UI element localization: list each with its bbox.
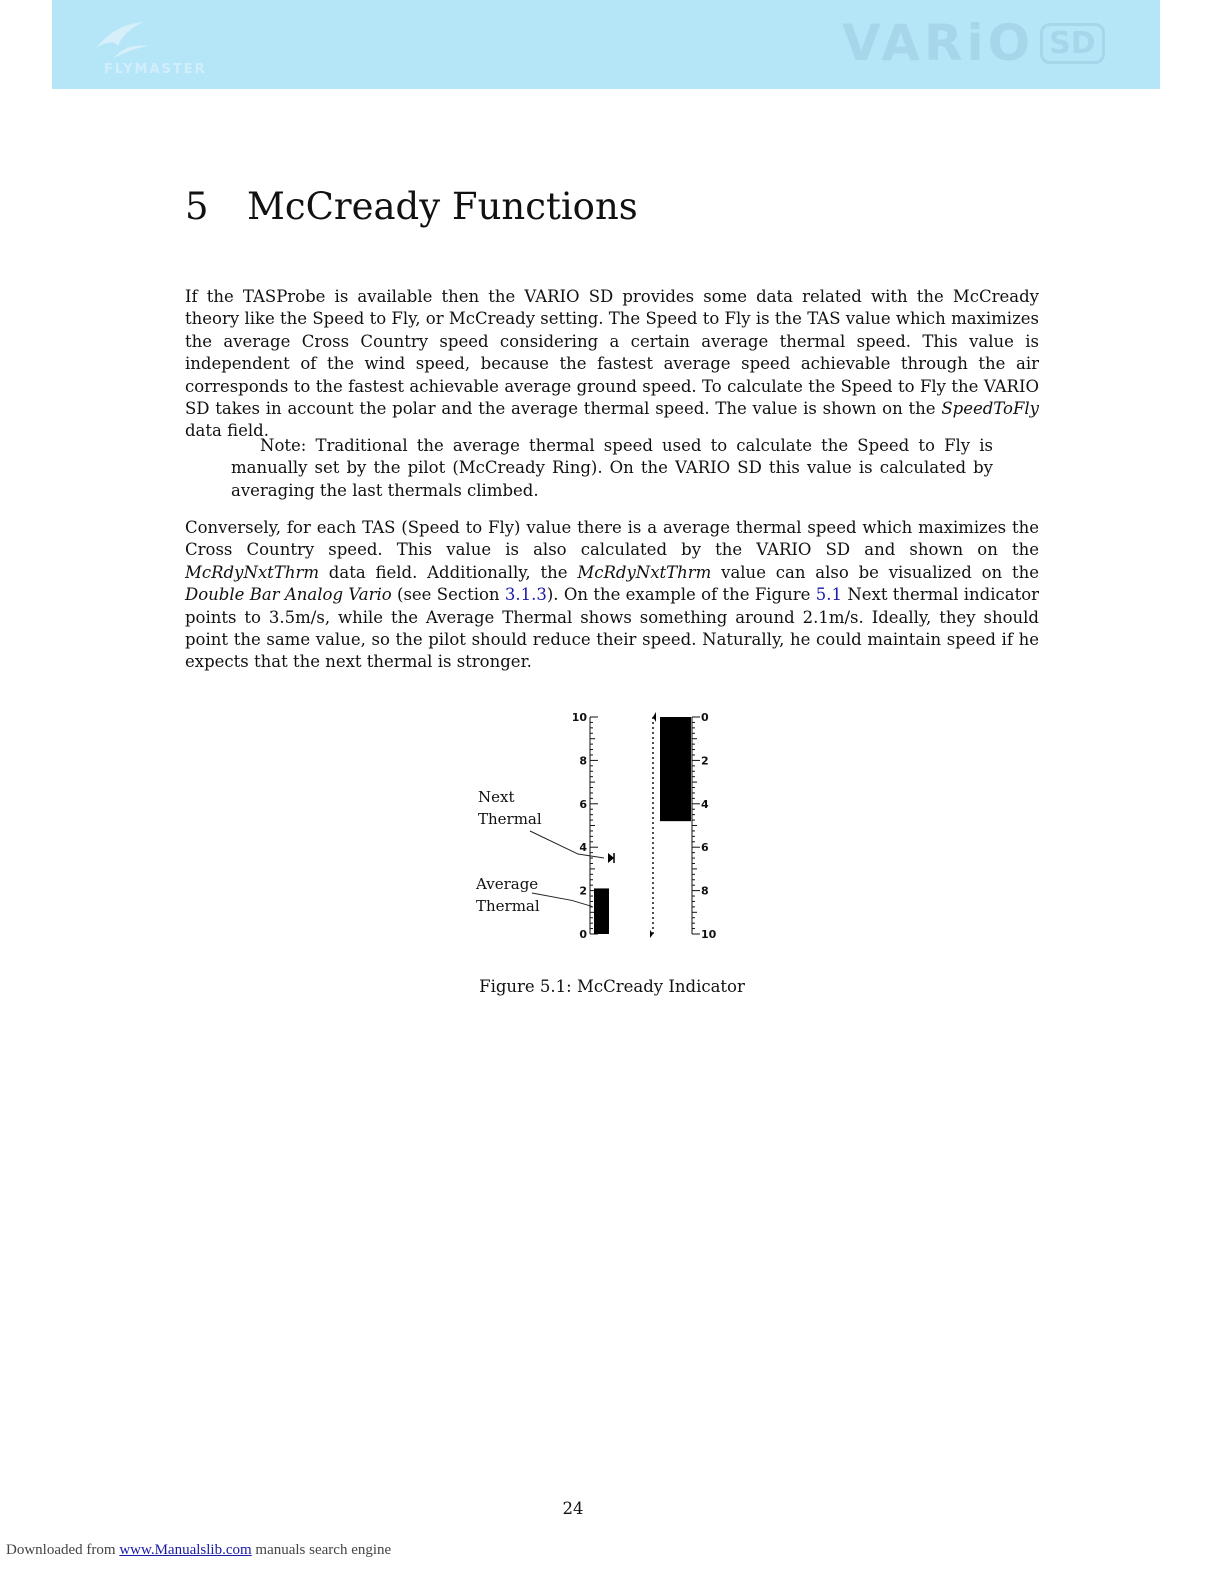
- right-scale-label: 10: [701, 928, 717, 941]
- para2-text-1: Conversely, for each TAS (Speed to Fly) value there is a average thermal speed which maximizes the Cross Country speed. This value is also calculated by the VARIO SD and shown on the: [185, 518, 1039, 560]
- flymaster-logo: [52, 10, 207, 80]
- para2-text-5: ). On the example of the Figure: [546, 585, 811, 605]
- chapter-title: McCready Functions: [247, 185, 638, 228]
- left-scale-label: 6: [579, 797, 587, 811]
- intro-text-end: data field.: [185, 421, 269, 441]
- next-thermal-pointer: [530, 831, 604, 858]
- mccready-indicator-figure: [470, 705, 760, 945]
- footer: [6, 1542, 391, 1559]
- footer-suffix: manuals search engine: [255, 1542, 392, 1558]
- right-scale-label: 0: [701, 711, 709, 724]
- para2-text-2: data field. Additionally, the: [328, 562, 568, 582]
- page-number: 24: [562, 1499, 584, 1518]
- intro-paragraph: [185, 286, 1039, 443]
- chapter-number: 5: [185, 185, 209, 228]
- average-thermal-label-2: Thermal: [476, 897, 540, 915]
- footer-prefix: Downloaded from: [6, 1542, 116, 1558]
- speedtofly-term: SpeedToFly: [941, 399, 1039, 419]
- double-bar-term: Double Bar Analog Vario: [185, 585, 392, 605]
- left-scale-label: 4: [579, 841, 587, 855]
- manualslib-link[interactable]: www.Manualslib.com: [119, 1542, 252, 1558]
- note-paragraph: Note: Traditional the average thermal speed used to calculate the Speed to Fly is manually set by the pilot (McCready Ring). On the VARIO SD this value is calculated by averaging the last thermals climbed.: [231, 436, 993, 500]
- para2-text-4: (see Section: [397, 585, 500, 605]
- para2-text-3: value can also be visualized on the: [721, 562, 1040, 582]
- average-thermal-bar: [594, 888, 609, 934]
- left-scale-label: 8: [579, 754, 587, 768]
- intro-text: If the TASProbe is available then the VARIO SD provides some data related with the McCready theory like the Speed to Fly, or McCready setting. The Speed to Fly is the TAS value which maximizes the average Cross Country speed considering a certain average thermal speed. This value is independent of the wind speed, because the fastest average speed achievable through the air corresponds to the fastest achievable average ground speed. To calculate the Speed to Fly the VARIO SD takes in account the polar and the average thermal speed. The value is shown on the: [185, 287, 1039, 419]
- right-scale-label: 2: [701, 754, 709, 768]
- figure-caption: Figure 5.1: McCready Indicator: [479, 977, 745, 996]
- right-scale-label: 8: [701, 884, 709, 898]
- para2-text-6: Next thermal indicator points to 3.5m/s, while the Average Thermal shows something around 2.1m/s. Ideally, they should point the same value, so the pilot should reduce their speed. Naturally, he could maintain speed if he expects that the next thermal is stronger.: [185, 585, 1040, 672]
- mccready-indicator-svg: [470, 705, 760, 945]
- left-scale-label: 10: [571, 711, 587, 724]
- next-thermal-label-1: Next: [478, 788, 515, 806]
- chapter-heading: [185, 185, 638, 228]
- average-thermal-label-1: Average: [476, 875, 539, 893]
- right-scale-label: 4: [701, 797, 709, 811]
- figure-link[interactable]: 5.1: [815, 585, 842, 605]
- center-top-arrow: [653, 712, 656, 722]
- conversely-paragraph: [185, 517, 1039, 674]
- flymaster-logo-text: FLYMASTER: [104, 62, 207, 77]
- mcrdynxtthrm-term: McRdyNxtThrm: [185, 562, 319, 582]
- left-scale-label: 2: [579, 884, 587, 898]
- next-thermal-marker: [608, 853, 614, 863]
- mcrdynxtthrm-term-2: McRdyNxtThrm: [577, 562, 712, 582]
- vario-logo-text: VARiO: [842, 14, 1035, 72]
- bird-icon: [92, 18, 152, 62]
- right-scale-label: 6: [701, 841, 709, 855]
- section-link[interactable]: 3.1.3: [504, 585, 547, 605]
- vario-sd-logo: [842, 14, 1105, 74]
- sd-logo-badge: SD: [1040, 23, 1105, 64]
- center-bottom-arrow: [650, 930, 653, 938]
- right-vario-bar: [660, 717, 691, 821]
- next-thermal-label-2: Thermal: [478, 810, 542, 828]
- left-scale-label: 0: [579, 928, 587, 941]
